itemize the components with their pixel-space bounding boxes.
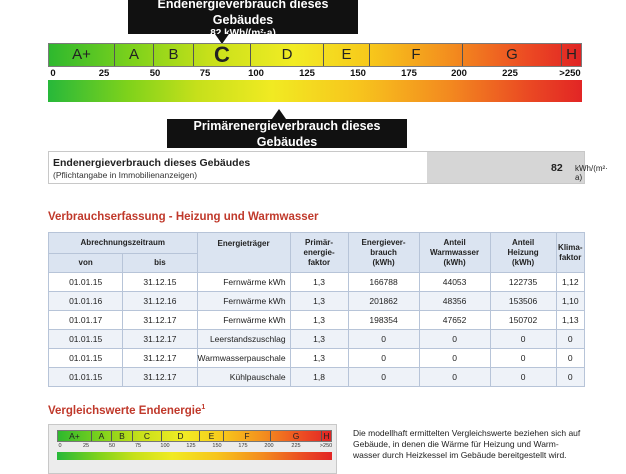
end-energy-summary xyxy=(48,151,608,184)
mini-class-b: B xyxy=(112,431,133,441)
cell-climate: 0 xyxy=(556,349,584,368)
scale-tick: >250 xyxy=(559,68,581,79)
comparison-section-title xyxy=(48,404,205,417)
end-energy-callout-title: Endenergieverbrauch dieses Gebäudes xyxy=(157,0,329,27)
mini-class-f: F xyxy=(224,431,271,441)
consumption-gradient-bar xyxy=(48,80,582,102)
cell-to: 31.12.16 xyxy=(123,292,197,311)
mini-scale-tick: 0 xyxy=(58,443,62,449)
scale-tick: 0 xyxy=(50,68,56,79)
mini-class-a: A xyxy=(92,431,112,441)
cell-factor: 1,3 xyxy=(290,273,348,292)
cell-to: 31.12.17 xyxy=(123,330,197,349)
class-g: G xyxy=(463,44,562,66)
end-energy-callout-value: 82 kWh/(m²·a) xyxy=(210,28,276,40)
cell-consumption: 198354 xyxy=(348,311,419,330)
header-carrier: Energieträger xyxy=(197,233,290,273)
mini-scale-tick: 150 xyxy=(212,443,222,449)
cell-heat: 0 xyxy=(490,368,556,387)
class-a: A xyxy=(115,44,154,66)
mini-scale-tick: 200 xyxy=(264,443,274,449)
comparison-title-text: Vergleichswerte Endenergie xyxy=(48,404,202,417)
cell-from: 01.01.17 xyxy=(49,311,123,330)
header-share-water: Anteil Warmwasser (kWh) xyxy=(419,233,490,273)
cell-carrier: Fernwärme kWh xyxy=(197,292,290,311)
class-a-plus: A+ xyxy=(49,44,115,66)
cell-carrier: Kühlpauschale xyxy=(197,368,290,387)
cell-water: 48356 xyxy=(419,292,490,311)
mini-scale-tick: 125 xyxy=(186,443,196,449)
mini-class-e: E xyxy=(200,431,224,441)
cell-climate: 1,13 xyxy=(556,311,584,330)
scale-tick: 75 xyxy=(199,68,211,79)
cell-factor: 1,8 xyxy=(290,368,348,387)
cell-water: 44053 xyxy=(419,273,490,292)
class-b: B xyxy=(154,44,194,66)
cell-water: 0 xyxy=(419,349,490,368)
primary-energy-callout-value: 107 kWh/(m²•a) xyxy=(251,150,323,162)
cell-heat: 0 xyxy=(490,330,556,349)
comparison-footnote-mark: 1 xyxy=(201,404,206,411)
class-f: F xyxy=(370,44,463,66)
mini-class-g: G xyxy=(271,431,322,441)
scale-tick: 225 xyxy=(502,68,518,79)
cell-consumption: 0 xyxy=(348,368,419,387)
cell-to: 31.12.15 xyxy=(123,273,197,292)
header-share-heat: Anteil Heizung (kWh) xyxy=(490,233,556,273)
header-to: bis xyxy=(123,254,197,273)
cell-water: 0 xyxy=(419,368,490,387)
cell-water: 0 xyxy=(419,330,490,349)
cell-consumption: 0 xyxy=(348,349,419,368)
cell-climate: 0 xyxy=(556,368,584,387)
cell-climate: 0 xyxy=(556,330,584,349)
primary-energy-callout xyxy=(167,119,407,162)
scale-tick: 125 xyxy=(299,68,315,79)
table-row xyxy=(49,349,585,368)
summary-subtitle: (Pflichtangabe in Immobilienanzeigen) xyxy=(53,170,198,180)
mini-class-d: D xyxy=(162,431,200,441)
summary-unit: kWh/(m²· a) xyxy=(575,164,608,182)
cell-carrier: Fernwärme kWh xyxy=(197,311,290,330)
summary-value: 82 xyxy=(551,162,563,174)
header-consumption: Energiever- brauch (kWh) xyxy=(348,233,419,273)
mini-scale-tick: 50 xyxy=(108,443,116,449)
scale-tick: 25 xyxy=(98,68,110,79)
mini-scale-tick: >250 xyxy=(319,443,333,449)
header-primary-factor: Primär- energie- faktor xyxy=(290,233,348,273)
mini-class-h: H xyxy=(323,431,330,441)
cell-from: 01.01.15 xyxy=(49,330,123,349)
cell-from: 01.01.15 xyxy=(49,349,123,368)
scale-tick: 175 xyxy=(401,68,417,79)
cell-factor: 1,3 xyxy=(290,349,348,368)
cell-factor: 1,3 xyxy=(290,311,348,330)
mini-class-c: C xyxy=(133,431,162,441)
cell-from: 01.01.16 xyxy=(49,292,123,311)
comparison-description: Die modellhaft ermittelten Vergleichswerte beziehen sich auf Gebäude, in denen die Wärme für Heizung und Warm-wasser durch Heizkessel im Gebäude bereitgestellt wird. xyxy=(353,428,581,460)
mini-scale-tick: 75 xyxy=(134,443,142,449)
header-period: Abrechnungszeitraum xyxy=(49,233,198,254)
class-d: D xyxy=(251,44,324,66)
primary-energy-pointer xyxy=(272,109,286,119)
cell-carrier: Fernwärme kWh xyxy=(197,273,290,292)
comparison-gradient-bar xyxy=(57,452,332,460)
summary-title: Endenergieverbrauch dieses Gebäudes xyxy=(53,157,251,169)
end-energy-callout xyxy=(128,0,358,40)
header-from: von xyxy=(49,254,123,273)
cell-to: 31.12.17 xyxy=(123,349,197,368)
cell-from: 01.01.15 xyxy=(49,273,123,292)
efficiency-class-bar xyxy=(48,43,582,67)
cell-consumption: 201862 xyxy=(348,292,419,311)
scale-tick: 150 xyxy=(350,68,366,79)
mini-scale-tick: 225 xyxy=(291,443,301,449)
cell-climate: 1,10 xyxy=(556,292,584,311)
cell-heat: 122735 xyxy=(490,273,556,292)
scale-tick: 100 xyxy=(248,68,264,79)
table-row xyxy=(49,330,585,349)
cell-to: 31.12.17 xyxy=(123,311,197,330)
cell-consumption: 166788 xyxy=(348,273,419,292)
cell-heat: 153506 xyxy=(490,292,556,311)
consumption-table xyxy=(48,232,585,387)
mini-scale-tick: 100 xyxy=(160,443,170,449)
table-row xyxy=(49,311,585,330)
cell-factor: 1,3 xyxy=(290,292,348,311)
class-c-current: C xyxy=(194,44,251,66)
cell-heat: 0 xyxy=(490,349,556,368)
table-row xyxy=(49,368,585,387)
primary-energy-callout-title: Primärenergieverbrauch dieses Gebäudes xyxy=(193,119,381,149)
cell-consumption: 0 xyxy=(348,330,419,349)
scale-tick: 200 xyxy=(451,68,467,79)
cell-carrier: Leerstandszuschlag xyxy=(197,330,290,349)
comparison-class-bar xyxy=(57,430,332,442)
class-e: E xyxy=(324,44,370,66)
scale-tick: 50 xyxy=(149,68,161,79)
cell-factor: 1,3 xyxy=(290,330,348,349)
cell-carrier: Warmwasserpauschale xyxy=(197,349,290,368)
header-climate: Klima- faktor xyxy=(556,233,584,273)
mini-class-a-plus: A+ xyxy=(58,431,92,441)
table-row xyxy=(49,273,585,292)
consumption-section-title: Verbrauchserfassung - Heizung und Warmwasser xyxy=(48,211,319,223)
cell-water: 47652 xyxy=(419,311,490,330)
mini-scale-tick: 25 xyxy=(82,443,90,449)
cell-climate: 1,12 xyxy=(556,273,584,292)
cell-from: 01.01.15 xyxy=(49,368,123,387)
table-row xyxy=(49,292,585,311)
mini-scale-tick: 175 xyxy=(238,443,248,449)
cell-to: 31.12.17 xyxy=(123,368,197,387)
class-h: H xyxy=(566,46,577,63)
cell-heat: 150702 xyxy=(490,311,556,330)
